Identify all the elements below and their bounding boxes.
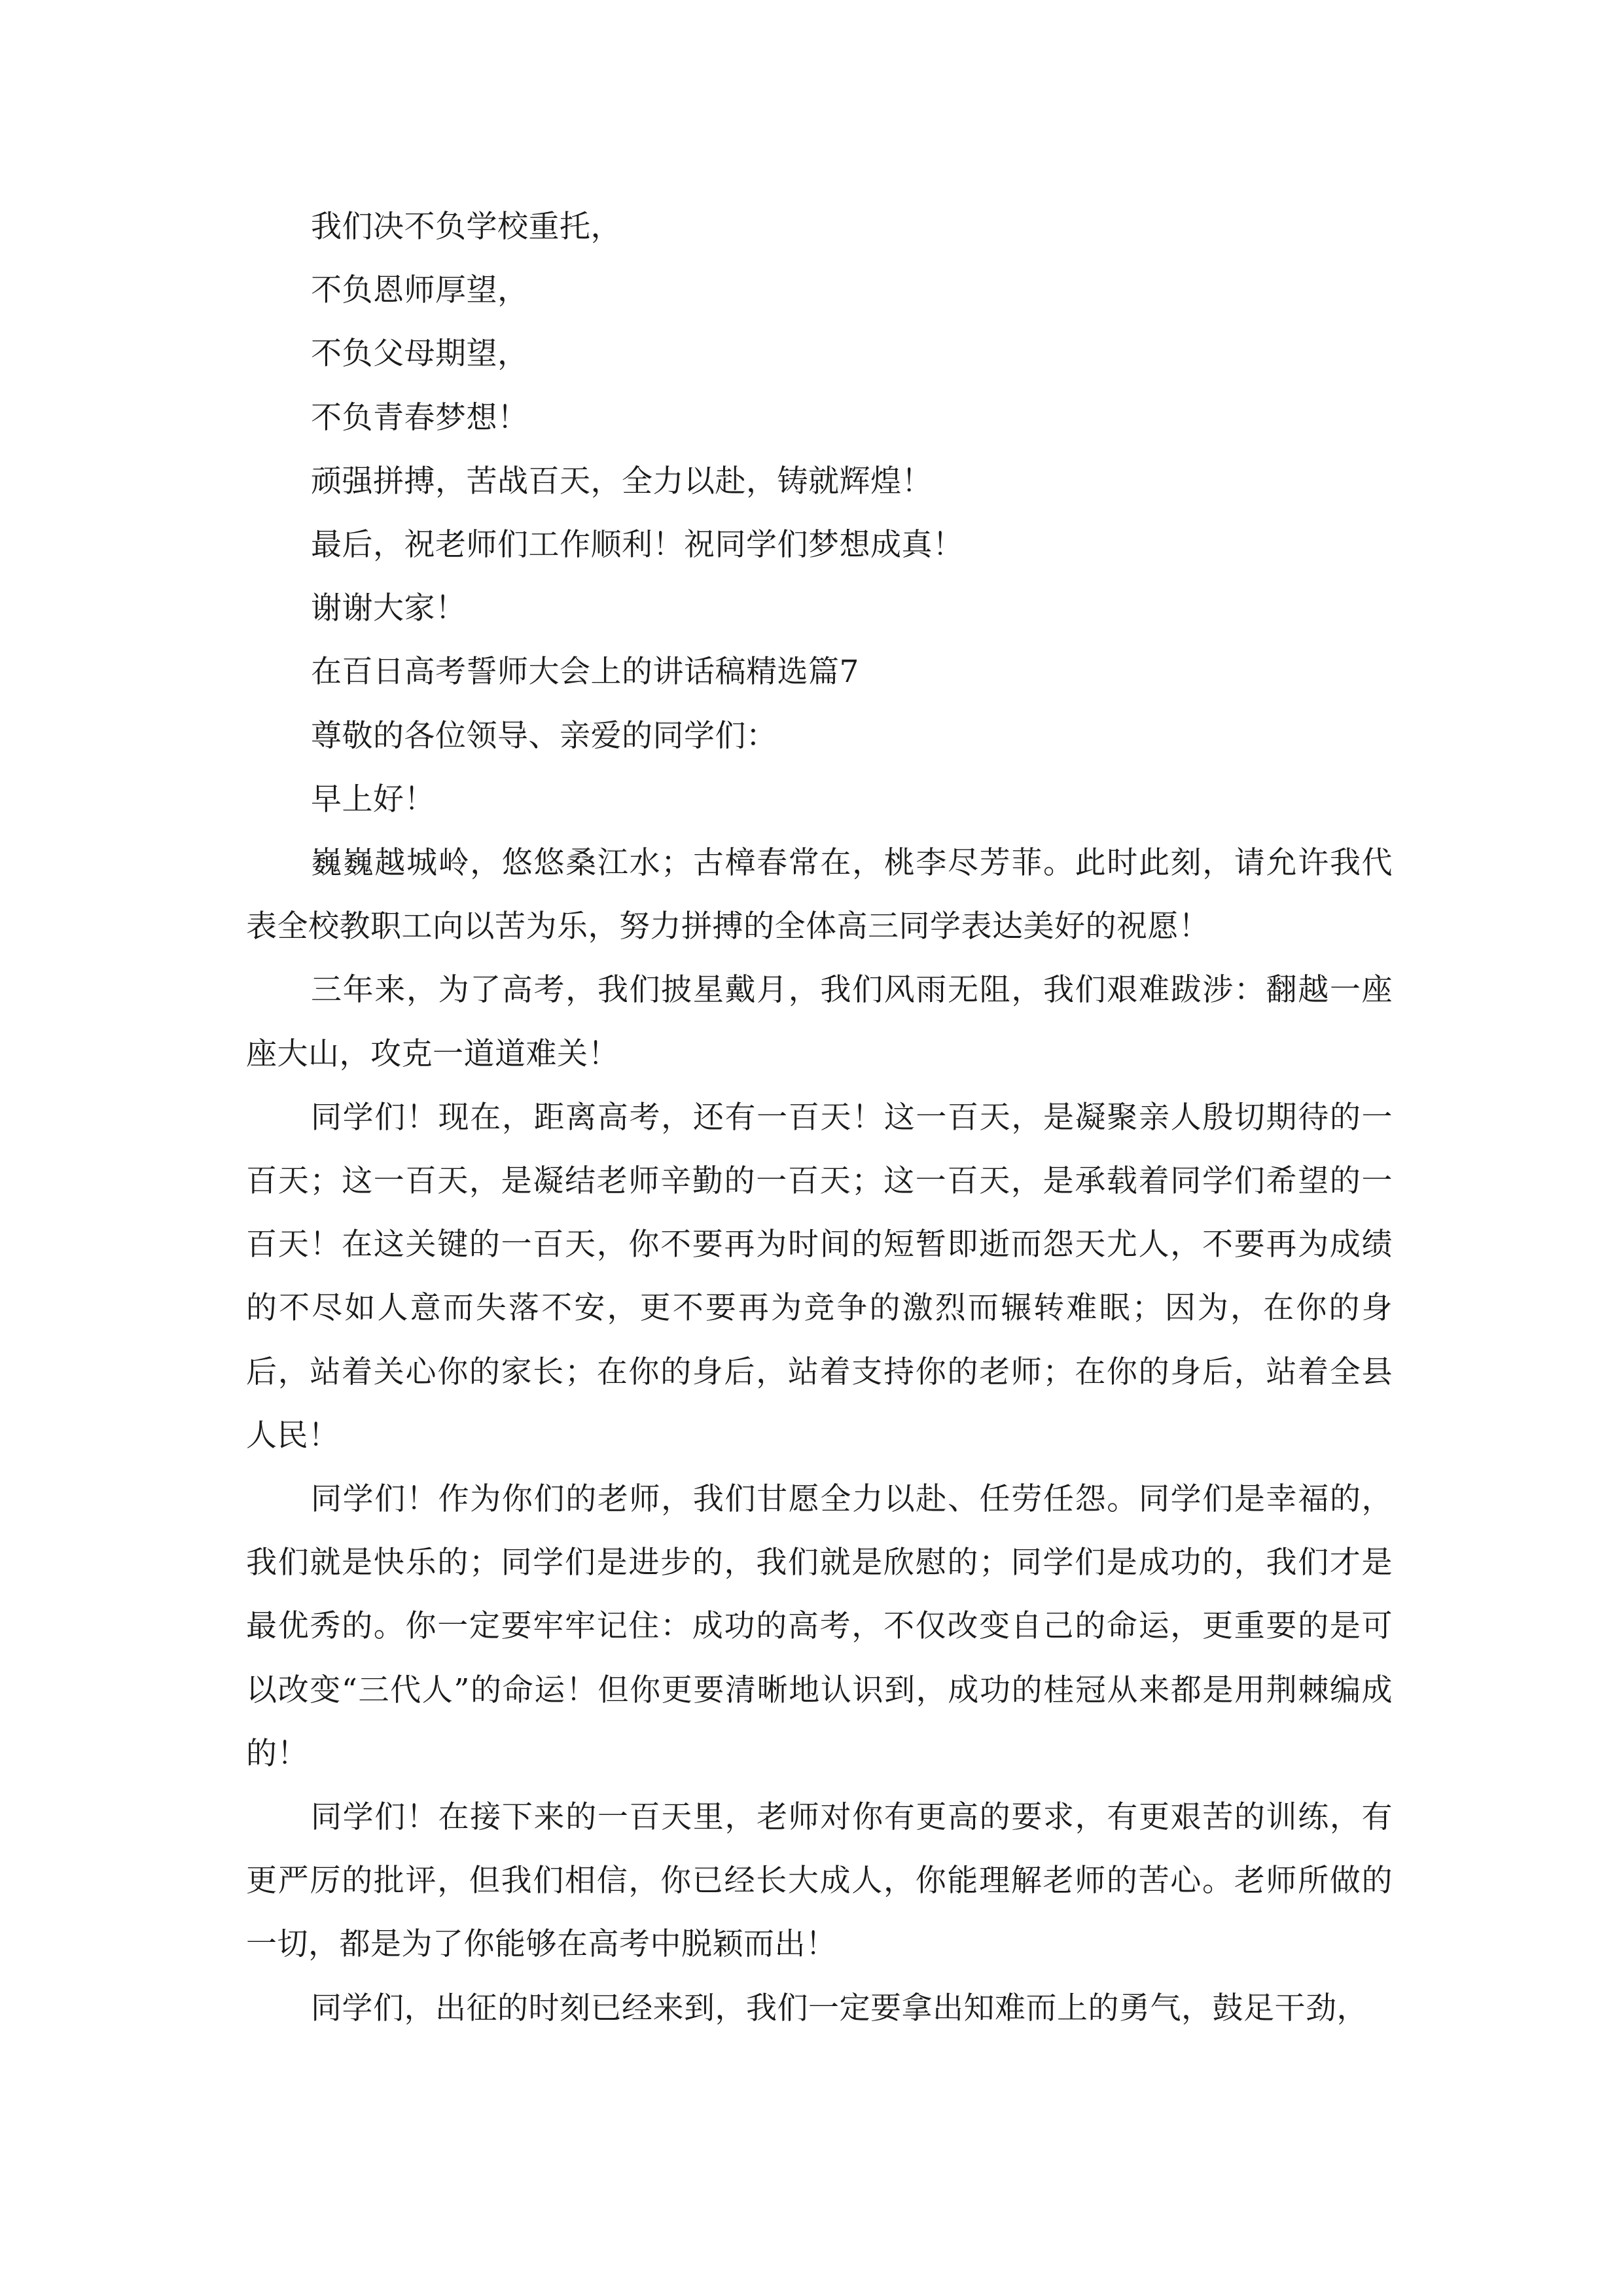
paragraph: 同学们！现在，距离高考，还有一百天！这一百天，是凝聚亲人殷切期待的一百天；这一百天，是凝结老师辛勤的一百天；这一百天，是承载着同学们希望的一百天！在这关键的一百天，你不要再为时间的短暂即逝而怨天尤人，不要再为成绩的不尽如人意而失落不安，更不要再为竞争的激烈而辗转难眠；因为，在你的身后，站着关心你的家长；在你的身后，站着支持你的老师；在你的身后，站着全县人民！ [246, 1099, 1393, 1454]
paragraph: 不负青春梦想！ [311, 399, 529, 436]
paragraph: 我们决不负学校重托， [311, 209, 622, 245]
salutation: 尊敬的各位领导、亲爱的同学们： [311, 717, 777, 754]
greeting: 早上好！ [311, 781, 435, 817]
paragraph: 同学们，出征的时刻已经来到，我们一定要拿出知难而上的勇气，鼓足干劲， [311, 1990, 1368, 2026]
section-heading: 在百日高考誓师大会上的讲话稿精选篇7 [311, 654, 859, 691]
paragraph: 最后，祝老师们工作顺利！祝同学们梦想成真！ [311, 527, 964, 564]
paragraph: 不负父母期望， [311, 336, 529, 372]
paragraph: 三年来，为了高考，我们披星戴月，我们风雨无阻，我们艰难跋涉：翻越一座座大山，攻克一道道难关！ [246, 972, 1393, 1072]
speech-text-body [246, 195, 1393, 2040]
paragraph: 不负恩师厚望， [311, 272, 529, 309]
paragraph: 谢谢大家！ [311, 590, 467, 627]
paragraph: 同学们！作为你们的老师，我们甘愿全力以赴、任劳任怨。同学们是幸福的，我们就是快乐的；同学们是进步的，我们就是欣慰的；同学们是成功的，我们才是最优秀的。你一定要牢牢记住：成功的高考，不仅改变自己的命运，更重要的是可以改变“三代人”的命运！但你更要清晰地认识到，成功的桂冠从来都是用荆棘编成的！ [246, 1481, 1393, 1772]
paragraph: 同学们！在接下来的一百天里，老师对你有更高的要求，有更艰苦的训练，有更严厉的批评，但我们相信，你已经长大成人，你能理解老师的苦心。老师所做的一切，都是为了你能够在高考中脱颖而出！ [246, 1799, 1393, 1963]
paragraph: 顽强拼搏，苦战百天，全力以赴，铸就辉煌！ [311, 463, 933, 499]
paragraph: 巍巍越城岭，悠悠桑江水；古樟春常在，桃李尽芳菲。此时此刻，请允许我代表全校教职工向以苦为乐，努力拼搏的全体高三同学表达美好的祝愿！ [246, 845, 1393, 945]
